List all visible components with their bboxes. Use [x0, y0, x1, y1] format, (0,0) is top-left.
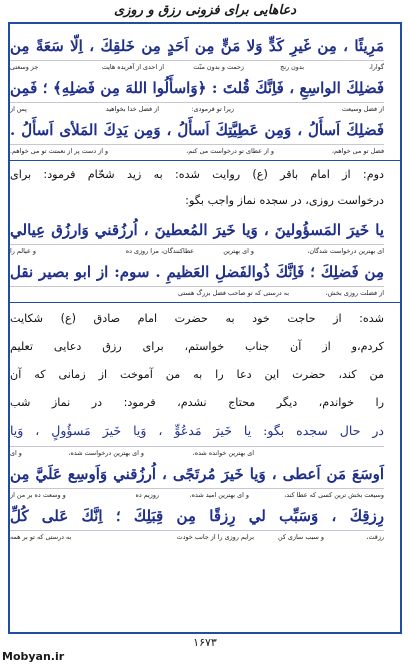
translation-segment: ای بهترین خوانده شده،: [192, 449, 254, 457]
persian-line-6: را خواندم، دیگر محتاج نشدم، فرمود: در نماز شب: [10, 396, 384, 409]
translation-segment: روزیم ده: [135, 491, 159, 499]
arabic-line-2: فَضلِكَ الواسِعِ ، فَاِنَّكَ قُلتَ : ﴿وَاسأَلُوا اللهَ مِن فَضلِهِ﴾ ؛ فَمِن: [10, 79, 384, 97]
translation-line-2: [10, 102, 384, 115]
translation-segment: ای بهترین درخواست شدگان،: [307, 247, 384, 255]
translation-segment: و ای بهترین درخواست شده،: [68, 449, 144, 457]
translation-segment: پس از: [10, 105, 27, 113]
translation-segment: و ای بهترین امید شده،: [189, 491, 249, 499]
translation-segment: و ای بهترین: [223, 247, 254, 255]
persian-line-5: من کند، حضرت این دعا را به من آموخت از زمانی که آن: [10, 368, 384, 381]
site-watermark[interactable]: Mobyan.ir: [2, 650, 65, 663]
translation-segment: عطاکنندگان، مرا روزی ده: [125, 247, 194, 255]
translation-segment: برایم روزی را از جانب خودت: [176, 533, 254, 541]
arabic-line-7: رِزقِكَ ، وَسَبِّب لي رِزقًا مِن قِبَلِكَ ؛ اِنَّكَ عَلى كُلِّ: [10, 507, 384, 525]
translation-segment: بدون رنج: [280, 63, 304, 71]
translation-segment: از فضل خدا بخواهید: [105, 105, 159, 113]
persian-line-2: درخواست روزی، در سجده نماز واجب بگو:: [185, 194, 384, 207]
translation-segment: از احدی از آفریده هایت: [101, 63, 164, 71]
arabic-line-5: مِن فَضلِكَ ؛ فَاِنَّكَ ذُوالفَضلِ العَظيمِ . سوم: از ابو بصير نقل: [10, 263, 384, 281]
translation-segment: از فضلت روزی بخش،: [325, 289, 384, 297]
arabic-line-6: اَوسَعَ مَن اَعطى ، وَيا خَيرَ مُرتَجًى ، اُرزُقني وَاَوسِع عَلَيَّ مِن: [10, 465, 384, 483]
persian-line-4: کردم،و از آن جناب خواستم، برای رزق دعایی تعلیم: [10, 340, 384, 353]
translation-line-6: [10, 446, 384, 459]
page-number: ۱۶۷۳: [193, 636, 217, 649]
translation-line-8: [10, 530, 384, 543]
translation-segment: گوارا،: [368, 63, 384, 71]
persian-line-3: شده: از حاجت خود به حضرت امام صادق (ع) شکایت: [10, 312, 384, 325]
translation-segment: و ای: [10, 449, 22, 457]
translation-segment: و از عطای تو درخواست می کنم،: [186, 147, 274, 155]
translation-segment: زیرا تو فرمودی:: [191, 105, 234, 113]
section-divider: [8, 160, 402, 161]
translation-line-5: [10, 286, 384, 299]
translation-segment: و سبب سازی کن: [277, 533, 324, 541]
mixed-line-1: در حال سجده بگو: يا خَيرَ مَدعُوٍّ ، وَيا خَيرَ مَسؤُولٍ ، وَيا: [10, 423, 384, 438]
translation-segment: رزقت،: [366, 533, 384, 541]
translation-segment: به درستی که تو صاحب فضل بزرگ هستی: [178, 289, 289, 297]
translation-line-1: [10, 60, 384, 73]
translation-segment: و وسعت ده بر من از: [10, 491, 66, 499]
arabic-line-3: فَضلِكَ اَسأَلُ ، وَمِن عَطِيَّتِكَ اَسأَلُ ، وَمِن يَدِكَ المَلأى اَسأَلُ .: [10, 121, 384, 139]
arabic-line-4: يا خَيرَ المَسؤُولينَ ، وَيا خَيرَ المُعطينَ ، اُرزُقني وَارزُق عِيالي: [10, 221, 384, 239]
translation-line-4: [10, 244, 384, 257]
translation-segment: و عیالم را: [10, 247, 36, 255]
translation-segment: و از دست پر از نعمتت تو می خواهم.: [10, 147, 109, 155]
translation-segment: از فضل وسیعت: [341, 105, 384, 113]
translation-segment: جز وسعتی: [10, 63, 39, 71]
page-header-title: دعاهایی برای فزونی رزق و روزی: [113, 3, 297, 18]
arabic-line-1: مَرِيئًا ، مِن غَيرِ كَدٍّ وَلا مَنٍّ مِن اَحَدٍ مِن خَلقِكَ ، اِلّا سَعَةً مِن: [10, 37, 384, 55]
translation-segment: به درستی که تو بر همه: [10, 533, 72, 541]
translation-line-3: [10, 144, 384, 157]
persian-line-1: دوم: از امام باقر (ع) روایت شده: به زید شحّام فرمود: برای: [10, 168, 384, 181]
translation-segment: زحمت و بدون منّت: [193, 63, 244, 71]
translation-segment: وسیعت بخش ترین کسی که عطا کند،: [284, 491, 384, 499]
section-divider: [8, 302, 402, 303]
translation-segment: فضل تو می خواهم،: [331, 147, 384, 155]
translation-line-7: [10, 488, 384, 501]
